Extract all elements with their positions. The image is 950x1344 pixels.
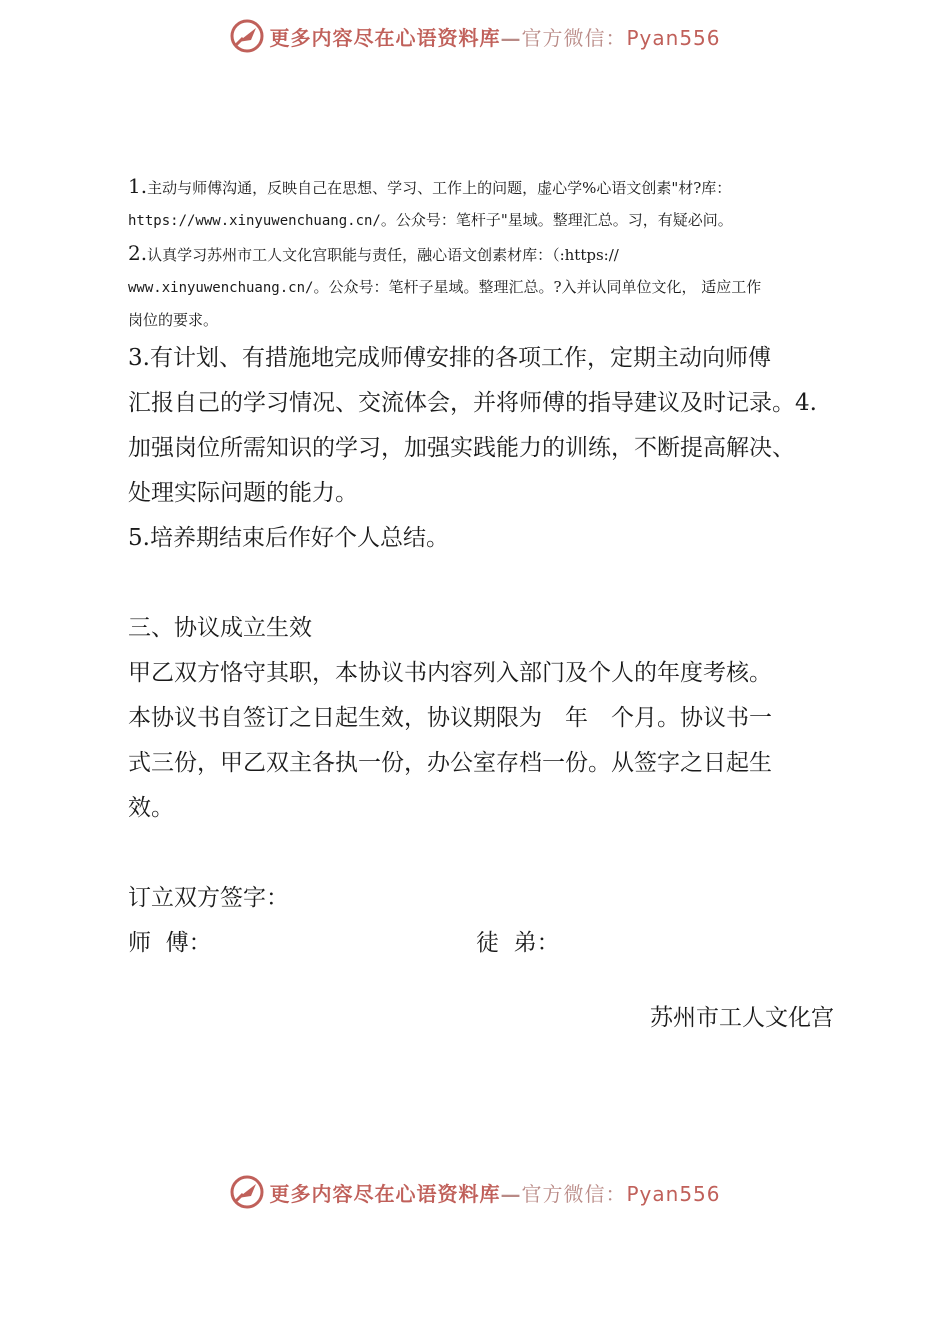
section-3-title: 三、协议成立生效	[128, 615, 312, 641]
header-banner	[0, 14, 950, 58]
logo-icon	[229, 1174, 265, 1210]
signature-row	[128, 921, 848, 966]
item-2: 2.认真学习苏州市工人文化宫职能与责任，融心语文创素材库：（:https:// www.xinyuwenchuang.cn/。公众号：笔杆子星域。整理汇总。?入并认同单位文化， 适应工作 岗位的要求。	[128, 241, 762, 329]
item-3-4: 3.有计划、有措施地完成师傅安排的各项工作，定期主动向师傅 汇报自己的学习情况、交流体会，并将师傅的指导建议及时记录。4. 加强岗位所需知识的学习，加强实践能力的训练，不断提高解决、 处理实际问题的能力。	[128, 345, 817, 506]
section-3-body: 甲乙双方恪守其职，本协议书内容列入部门及个人的年度考核。 本协议书自签订之日起生效，协议期限为 年 个月。协议书一 式三份，甲乙双主各执一份，办公室存档一份。从签字之日起生 效。	[128, 660, 772, 821]
banner-text: 更多内容尽在心语资料库—官方微信：Pyan556	[269, 25, 721, 50]
item-5: 5.培养期结束后作好个人总结。	[128, 525, 449, 551]
item-1: 1.主动与师傅沟通，反映自己在思想、学习、工作上的问题，虚心学%心语文创素"材?库： https://www.xinyuwenchuang.cn/。公众号：笔杆子"星域。整理汇总。习，有疑必问。	[128, 174, 733, 229]
document-body	[128, 170, 848, 1041]
master-label: 师 傅：	[128, 930, 212, 956]
footer-banner	[0, 1170, 950, 1214]
signature-title: 订立双方签字：	[128, 885, 289, 911]
logo-icon	[229, 18, 265, 54]
organization-name: 苏州市工人文化宫	[650, 1005, 834, 1031]
banner-text: 更多内容尽在心语资料库—官方微信：Pyan556	[269, 1181, 721, 1206]
apprentice-label: 徒 弟：	[476, 930, 560, 956]
